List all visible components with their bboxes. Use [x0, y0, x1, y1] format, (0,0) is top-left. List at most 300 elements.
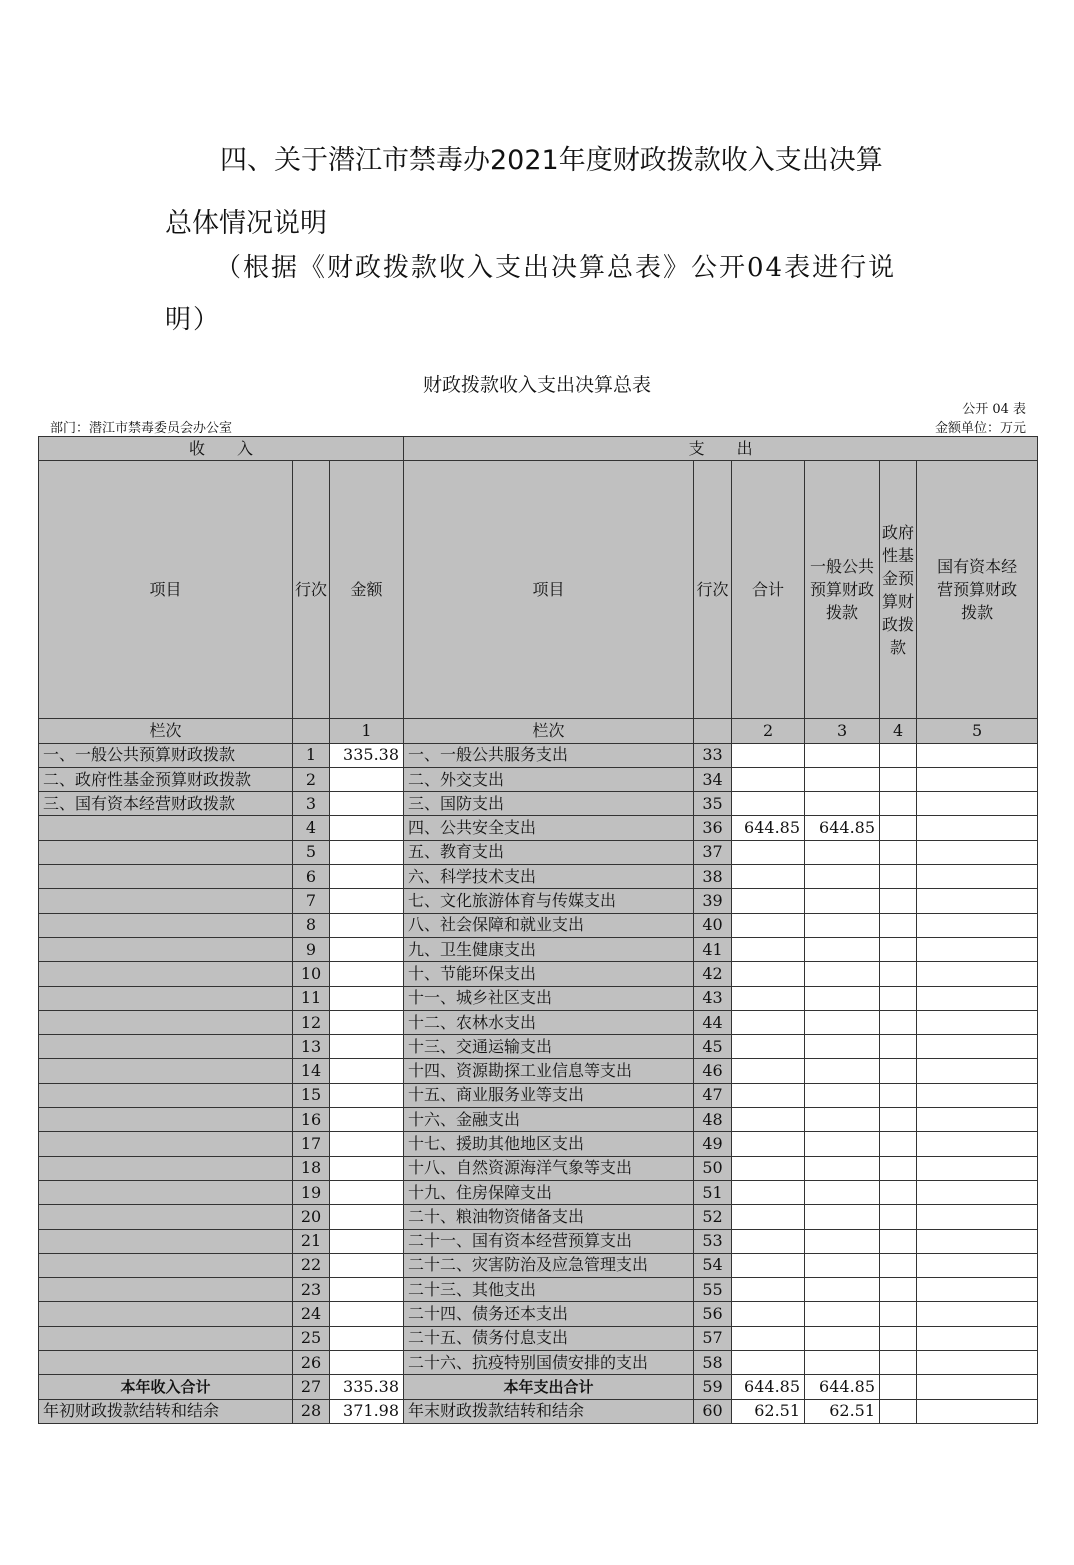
gov-fund-amount: [880, 1180, 917, 1204]
state-capital-amount: [917, 743, 1038, 767]
income-row-no: 8: [293, 913, 330, 937]
general-budget-amount: [805, 1059, 880, 1083]
table-row: [39, 1059, 1038, 1083]
expense-row-no: 48: [694, 1108, 732, 1132]
income-row-no: 19: [293, 1180, 330, 1204]
expense-row-no: 54: [694, 1253, 732, 1277]
expense-total: [732, 913, 805, 937]
income-amount: [330, 1229, 404, 1253]
expense-total: [732, 792, 805, 816]
state-capital-amount: [917, 1156, 1038, 1180]
expense-row-no-header: 行次: [694, 461, 732, 719]
expense-total: [732, 1278, 805, 1302]
income-row-no: 14: [293, 1059, 330, 1083]
income-item: [39, 1083, 293, 1107]
general-budget-amount: [805, 1010, 880, 1034]
heading-line-2: 总体情况说明: [165, 208, 327, 239]
expense-item: 十六、金融支出: [404, 1108, 694, 1132]
expense-row-no: 34: [694, 767, 732, 791]
income-row-no: 12: [293, 1010, 330, 1034]
table-row: [39, 840, 1038, 864]
expense-row-no: 36: [694, 816, 732, 840]
table-row: [39, 1229, 1038, 1253]
general-budget-amount: [805, 1326, 880, 1350]
general-budget-amount: [805, 865, 880, 889]
general-budget-amount: [805, 1083, 880, 1107]
income-item: [39, 962, 293, 986]
gov-fund-amount: [880, 1083, 917, 1107]
expense-total: [732, 1253, 805, 1277]
income-item: [39, 1302, 293, 1326]
expense-item: 八、社会保障和就业支出: [404, 913, 694, 937]
expense-item: 二十、粮油物资储备支出: [404, 1205, 694, 1229]
income-row-no-header: 行次: [293, 461, 330, 719]
state-capital-amount: [917, 1253, 1038, 1277]
income-item: [39, 816, 293, 840]
expense-row-no: 46: [694, 1059, 732, 1083]
income-amount: [330, 1253, 404, 1277]
expense-total: [732, 1010, 805, 1034]
income-row-no: 11: [293, 986, 330, 1010]
gov-fund-amount: [880, 889, 917, 913]
expense-item: 一、一般公共服务支出: [404, 743, 694, 767]
expense-total: 644.85: [732, 816, 805, 840]
expense-item: 二十四、债务还本支出: [404, 1302, 694, 1326]
state-capital-amount: [917, 889, 1038, 913]
income-item: [39, 986, 293, 1010]
income-amount: [330, 865, 404, 889]
state-capital-amount: [917, 792, 1038, 816]
expense-total: [732, 1083, 805, 1107]
income-row-no: 9: [293, 937, 330, 961]
income-item: [39, 1229, 293, 1253]
gov-fund-header: 政府性基金预算财政拨款: [880, 461, 917, 719]
expense-item: 七、文化旅游体育与传媒支出: [404, 889, 694, 913]
state-capital-amount: [917, 840, 1038, 864]
expense-total: [732, 743, 805, 767]
income-row-no: 3: [293, 792, 330, 816]
general-budget-amount: [805, 1302, 880, 1326]
table-row: [39, 1278, 1038, 1302]
state-capital-amount: [917, 1278, 1038, 1302]
income-item: [39, 1351, 293, 1375]
gov-fund-amount: [880, 865, 917, 889]
state-capital-amount: [917, 1059, 1038, 1083]
state-capital-amount: [917, 937, 1038, 961]
table-row: [39, 743, 1038, 767]
expense-total: [732, 865, 805, 889]
state-capital-amount: [917, 1132, 1038, 1156]
expense-section-header: 支 出: [404, 437, 1038, 461]
income-amount: [330, 792, 404, 816]
expense-item: 十一、城乡社区支出: [404, 986, 694, 1010]
income-row-no: 17: [293, 1132, 330, 1156]
expense-total: [732, 840, 805, 864]
table-row: [39, 913, 1038, 937]
expense-total: [732, 767, 805, 791]
income-item: 年初财政拨款结转和结余: [39, 1399, 293, 1423]
expense-row-no: 50: [694, 1156, 732, 1180]
income-amount: [330, 1351, 404, 1375]
gov-fund-amount: [880, 1351, 917, 1375]
table-title: 财政拨款收入支出决算总表: [422, 374, 651, 396]
income-item: [39, 1278, 293, 1302]
income-col-label: 栏次: [39, 719, 293, 743]
general-budget-amount: [805, 1253, 880, 1277]
income-item: [39, 1035, 293, 1059]
totals-row: [39, 1375, 1038, 1399]
expense-total: [732, 1059, 805, 1083]
table-row: [39, 792, 1038, 816]
general-budget-amount: [805, 1229, 880, 1253]
expense-row-no: 40: [694, 913, 732, 937]
general-budget-amount: 644.85: [805, 816, 880, 840]
table-row: [39, 1302, 1038, 1326]
gov-fund-amount: [880, 816, 917, 840]
table-row: [39, 1326, 1038, 1350]
expense-row-no: 57: [694, 1326, 732, 1350]
gov-fund-amount: [880, 1010, 917, 1034]
table-row: [39, 1083, 1038, 1107]
income-item: [39, 913, 293, 937]
expense-item: 本年支出合计: [404, 1375, 694, 1399]
gov-fund-amount: [880, 840, 917, 864]
general-budget-amount: [805, 1156, 880, 1180]
income-item: [39, 1180, 293, 1204]
general-budget-amount: [805, 1132, 880, 1156]
table-row: [39, 937, 1038, 961]
income-item: [39, 1059, 293, 1083]
expense-item: 十二、农林水支出: [404, 1010, 694, 1034]
income-row-no: 16: [293, 1108, 330, 1132]
income-amount: [330, 1083, 404, 1107]
gov-fund-amount: [880, 1229, 917, 1253]
state-capital-amount: [917, 1083, 1038, 1107]
expense-row-no: 41: [694, 937, 732, 961]
gov-fund-amount: [880, 962, 917, 986]
expense-row-no: 51: [694, 1180, 732, 1204]
expense-item: 十七、援助其他地区支出: [404, 1132, 694, 1156]
income-row-no: 6: [293, 865, 330, 889]
expense-total: [732, 1180, 805, 1204]
income-row-no: 28: [293, 1399, 330, 1423]
state-capital-amount: [917, 1229, 1038, 1253]
expense-row-no: 53: [694, 1229, 732, 1253]
income-amount: [330, 816, 404, 840]
table-row: [39, 1010, 1038, 1034]
general-budget-amount: [805, 913, 880, 937]
gov-fund-amount: [880, 1156, 917, 1180]
gov-fund-amount: [880, 1278, 917, 1302]
heading-line-1: 四、关于潜江市禁毒办2021年度财政拨款收入支出决算: [220, 145, 883, 176]
col-2: 2: [732, 719, 805, 743]
table-row: [39, 1108, 1038, 1132]
income-amount: [330, 1035, 404, 1059]
general-budget-amount: [805, 767, 880, 791]
income-amount: [330, 937, 404, 961]
gov-fund-amount: [880, 1108, 917, 1132]
table-row: [39, 1132, 1038, 1156]
gov-fund-amount: [880, 1205, 917, 1229]
col-5: 5: [917, 719, 1038, 743]
expense-item: 十九、住房保障支出: [404, 1180, 694, 1204]
gov-fund-amount: [880, 1326, 917, 1350]
general-budget-amount: [805, 743, 880, 767]
general-budget-amount: [805, 1205, 880, 1229]
expense-row-no: 52: [694, 1205, 732, 1229]
state-capital-amount: [917, 816, 1038, 840]
expense-row-no: 49: [694, 1132, 732, 1156]
subheading-line-1: （根据《财政拨款收入支出决算总表》公开04表进行说: [215, 253, 897, 283]
general-budget-amount: 644.85: [805, 1375, 880, 1399]
income-item: [39, 865, 293, 889]
gov-fund-amount: [880, 1253, 917, 1277]
expense-row-no: 42: [694, 962, 732, 986]
document-subheading: [165, 242, 915, 346]
income-row-no: 27: [293, 1375, 330, 1399]
general-budget-amount: [805, 962, 880, 986]
income-amount: [330, 1132, 404, 1156]
subheading-line-2: 明）: [165, 305, 222, 335]
income-item: [39, 840, 293, 864]
expense-row-no: 43: [694, 986, 732, 1010]
income-amount: [330, 1180, 404, 1204]
expense-row-no: 45: [694, 1035, 732, 1059]
income-row-no: 10: [293, 962, 330, 986]
column-number-row: [39, 719, 1038, 743]
general-budget-header: 一般公共预算财政拨款: [805, 461, 880, 719]
table-row: [39, 767, 1038, 791]
expense-item: 十八、自然资源海洋气象等支出: [404, 1156, 694, 1180]
income-item: [39, 1326, 293, 1350]
header-row-columns: [39, 461, 1038, 719]
income-row-no: 2: [293, 767, 330, 791]
state-capital-amount: [917, 1351, 1038, 1375]
income-amount: [330, 1108, 404, 1132]
state-capital-amount: [917, 913, 1038, 937]
income-row-no: 18: [293, 1156, 330, 1180]
state-capital-amount: [917, 1035, 1038, 1059]
state-capital-amount: [917, 767, 1038, 791]
income-row-no: 15: [293, 1083, 330, 1107]
table-row: [39, 962, 1038, 986]
expense-item: 三、国防支出: [404, 792, 694, 816]
table-row: [39, 1035, 1038, 1059]
form-code: 公开 04 表: [962, 402, 1026, 417]
expense-item-header: 项目: [404, 461, 694, 719]
income-row-no: 26: [293, 1351, 330, 1375]
expense-item: 二十六、抗疫特别国债安排的支出: [404, 1351, 694, 1375]
income-item: [39, 889, 293, 913]
expense-item: 二十一、国有资本经营预算支出: [404, 1229, 694, 1253]
expense-row-no: 56: [694, 1302, 732, 1326]
expense-row-no: 33: [694, 743, 732, 767]
income-item: [39, 1253, 293, 1277]
department-label: 部门：潜江市禁毒委员会办公室: [50, 421, 233, 436]
income-row-no: 22: [293, 1253, 330, 1277]
table-row: [39, 865, 1038, 889]
expense-item: 四、公共安全支出: [404, 816, 694, 840]
income-row-no: 23: [293, 1278, 330, 1302]
unit-label: 金额单位：万元: [934, 421, 1026, 436]
income-amount: 335.38: [330, 1375, 404, 1399]
expense-total: [732, 1229, 805, 1253]
header-row-sections: [39, 437, 1038, 461]
income-item: [39, 1205, 293, 1229]
income-item: [39, 1156, 293, 1180]
state-capital-amount: [917, 1180, 1038, 1204]
income-amount: [330, 889, 404, 913]
gov-fund-amount: [880, 1302, 917, 1326]
expense-item: 年末财政拨款结转和结余: [404, 1399, 694, 1423]
expense-total: [732, 1351, 805, 1375]
expense-row-no: 37: [694, 840, 732, 864]
gov-fund-amount: [880, 986, 917, 1010]
expense-row-no: 47: [694, 1083, 732, 1107]
expense-row-no: 55: [694, 1278, 732, 1302]
balance-row: [39, 1399, 1038, 1423]
income-amount: [330, 1156, 404, 1180]
expense-total: [732, 937, 805, 961]
general-budget-amount: [805, 1108, 880, 1132]
income-row-no: 13: [293, 1035, 330, 1059]
budget-table: [38, 436, 1038, 1424]
income-item: [39, 1010, 293, 1034]
income-item: 三、国有资本经营财政拨款: [39, 792, 293, 816]
income-amount: 335.38: [330, 743, 404, 767]
gov-fund-amount: [880, 1059, 917, 1083]
general-budget-amount: [805, 792, 880, 816]
state-capital-amount: [917, 1302, 1038, 1326]
table-row: [39, 1180, 1038, 1204]
expense-item: 二、外交支出: [404, 767, 694, 791]
table-row: [39, 1205, 1038, 1229]
table-row: [39, 1351, 1038, 1375]
blank-cell: [694, 719, 732, 743]
table-row: [39, 1156, 1038, 1180]
gov-fund-amount: [880, 792, 917, 816]
general-budget-amount: [805, 986, 880, 1010]
income-item: 本年收入合计: [39, 1375, 293, 1399]
expense-item: 十五、商业服务业等支出: [404, 1083, 694, 1107]
gov-fund-amount: [880, 1035, 917, 1059]
state-capital-amount: [917, 1108, 1038, 1132]
income-row-no: 1: [293, 743, 330, 767]
income-amount: [330, 913, 404, 937]
income-amount: [330, 986, 404, 1010]
state-capital-amount: [917, 865, 1038, 889]
general-budget-amount: [805, 937, 880, 961]
expense-total: [732, 1108, 805, 1132]
expense-row-no: 35: [694, 792, 732, 816]
expense-total: 644.85: [732, 1375, 805, 1399]
expense-total: [732, 1326, 805, 1350]
col-4: 4: [880, 719, 917, 743]
income-row-no: 20: [293, 1205, 330, 1229]
general-budget-amount: 62.51: [805, 1399, 880, 1423]
state-capital-amount: [917, 1205, 1038, 1229]
expense-total: [732, 962, 805, 986]
expense-total: [732, 1302, 805, 1326]
general-budget-amount: [805, 1035, 880, 1059]
income-row-no: 25: [293, 1326, 330, 1350]
expense-row-no: 58: [694, 1351, 732, 1375]
expense-item: 二十五、债务付息支出: [404, 1326, 694, 1350]
state-capital-amount: [917, 1399, 1038, 1423]
expense-item: 十四、资源勘探工业信息等支出: [404, 1059, 694, 1083]
income-amount: [330, 1302, 404, 1326]
gov-fund-amount: [880, 937, 917, 961]
income-amount: 371.98: [330, 1399, 404, 1423]
expense-item: 十三、交通运输支出: [404, 1035, 694, 1059]
income-row-no: 5: [293, 840, 330, 864]
general-budget-amount: [805, 1351, 880, 1375]
table-row: [39, 889, 1038, 913]
income-item: [39, 1108, 293, 1132]
expense-total: [732, 1156, 805, 1180]
table-row: [39, 1253, 1038, 1277]
expense-col-label: 栏次: [404, 719, 694, 743]
state-capital-amount: [917, 1375, 1038, 1399]
income-amount: [330, 1010, 404, 1034]
document-heading: [165, 129, 915, 255]
income-item: [39, 1132, 293, 1156]
income-amount: [330, 1278, 404, 1302]
state-capital-header: 国有资本经营预算财政拨款: [917, 461, 1038, 719]
gov-fund-amount: [880, 743, 917, 767]
state-capital-amount: [917, 986, 1038, 1010]
income-row-no: 4: [293, 816, 330, 840]
expense-total: [732, 986, 805, 1010]
gov-fund-amount: [880, 767, 917, 791]
blank-cell: [293, 719, 330, 743]
general-budget-amount: [805, 1278, 880, 1302]
income-item: 一、一般公共预算财政拨款: [39, 743, 293, 767]
income-amount: [330, 1326, 404, 1350]
state-capital-amount: [917, 962, 1038, 986]
table-row: [39, 986, 1038, 1010]
income-row-no: 7: [293, 889, 330, 913]
income-amount: [330, 1205, 404, 1229]
expense-total-header: 合计: [732, 461, 805, 719]
expense-total: [732, 1035, 805, 1059]
income-row-no: 21: [293, 1229, 330, 1253]
gov-fund-amount: [880, 1375, 917, 1399]
expense-item: 二十三、其他支出: [404, 1278, 694, 1302]
income-item-header: 项目: [39, 461, 293, 719]
gov-fund-amount: [880, 1399, 917, 1423]
income-amount: [330, 1059, 404, 1083]
state-capital-amount: [917, 1010, 1038, 1034]
income-row-no: 24: [293, 1302, 330, 1326]
state-capital-amount: [917, 1326, 1038, 1350]
general-budget-amount: [805, 889, 880, 913]
expense-total: 62.51: [732, 1399, 805, 1423]
expense-total: [732, 889, 805, 913]
expense-row-no: 39: [694, 889, 732, 913]
income-item: [39, 937, 293, 961]
general-budget-amount: [805, 840, 880, 864]
gov-fund-amount: [880, 1132, 917, 1156]
expense-total: [732, 1205, 805, 1229]
expense-item: 六、科学技术支出: [404, 865, 694, 889]
col-1: 1: [330, 719, 404, 743]
income-section-header: 收 入: [39, 437, 404, 461]
expense-item: 九、卫生健康支出: [404, 937, 694, 961]
income-amount: [330, 962, 404, 986]
expense-row-no: 44: [694, 1010, 732, 1034]
expense-item: 二十二、灾害防治及应急管理支出: [404, 1253, 694, 1277]
